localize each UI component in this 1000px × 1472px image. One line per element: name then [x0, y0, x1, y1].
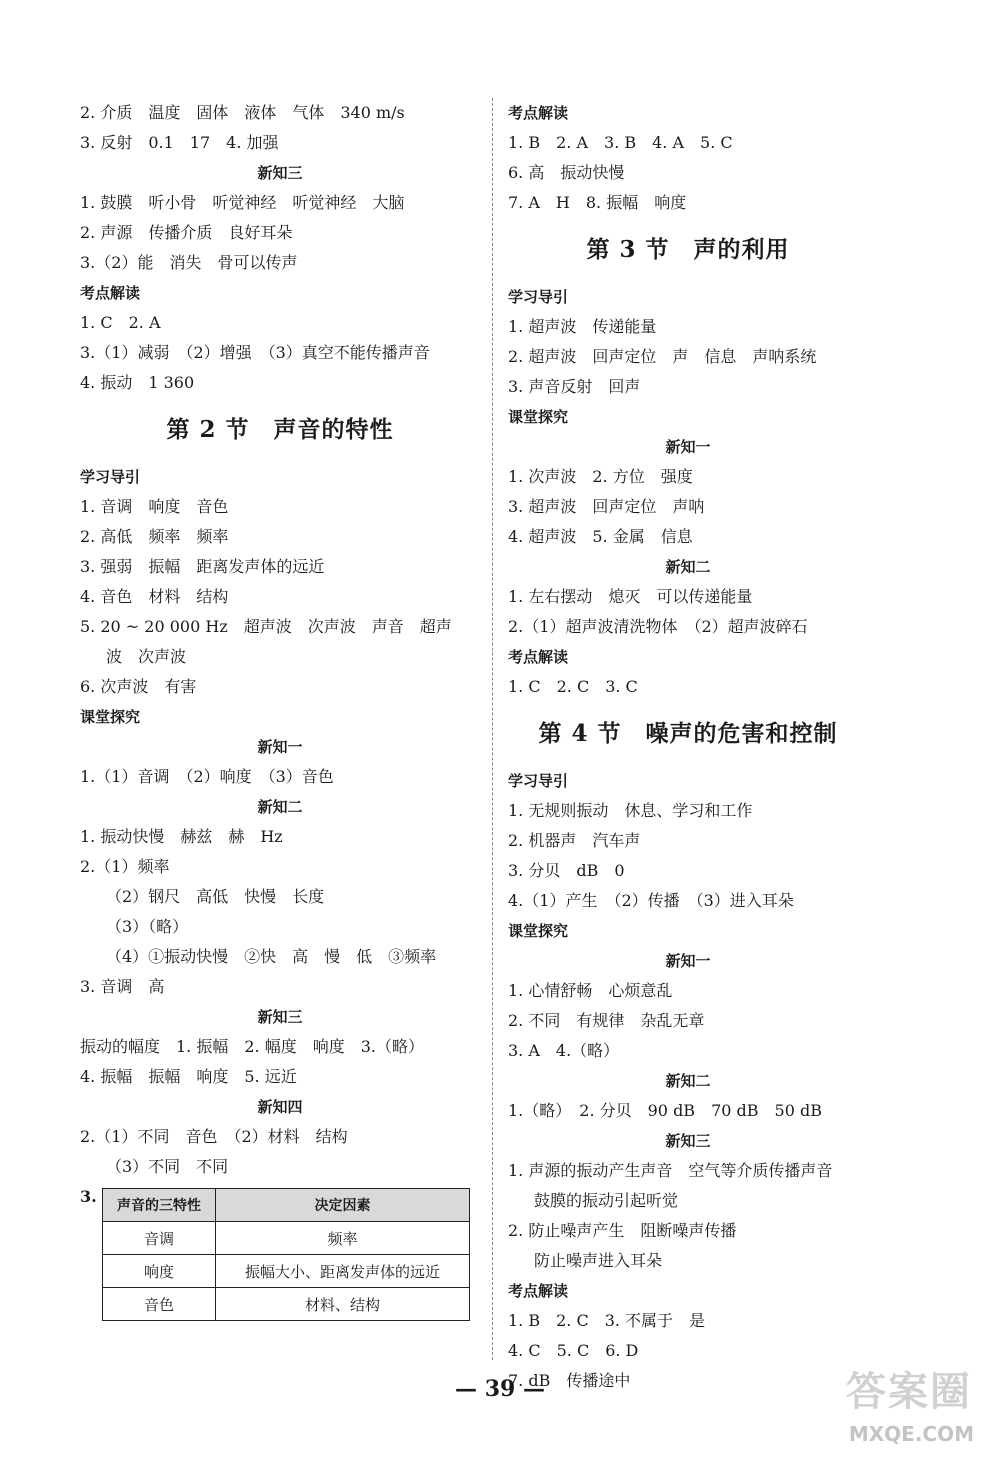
- answer-line: 1.（1）音调 （2）响度 （3）音色: [80, 767, 334, 786]
- answer-line: 2. 声源 传播介质 良好耳朵: [80, 223, 293, 242]
- table-row: [103, 1255, 470, 1288]
- answer-line: 1. C 2. C 3. C: [508, 677, 638, 696]
- answer-line: 7. dB 传播途中: [508, 1371, 631, 1390]
- answer-line: 4. 超声波 5. 金属 信息: [508, 527, 693, 546]
- answer-line: （4）①振动快慢 ②快 高 慢 低 ③频率: [106, 947, 437, 966]
- section-title: 第 4 节 噪声的危害和控制: [538, 720, 838, 747]
- answer-line: 5. 20 ~ 20 000 Hz 超声波 次声波 声音 超声: [80, 617, 452, 636]
- answer-line: 4. 振幅 振幅 响度 5. 远近: [80, 1067, 297, 1086]
- section-title: 第 3 节 声的利用: [586, 236, 790, 263]
- part-label: 学习导引: [80, 468, 141, 486]
- answer-line: 3. 反射 0.1 17 4. 加强: [80, 133, 279, 152]
- answer-line: 6. 高 振动快慢: [508, 163, 625, 182]
- answer-line: 1. 次声波 2. 方位 强度: [508, 467, 693, 486]
- answer-line: 6. 次声波 有害: [80, 677, 197, 696]
- answer-line: 1. 振动快慢 赫兹 赫 Hz: [80, 827, 283, 846]
- subsection-heading: 新知三: [257, 1008, 303, 1026]
- answer-line: 振动的幅度 1. 振幅 2. 幅度 响度 3.（略）: [80, 1037, 424, 1056]
- answer-line: （2）钢尺 高低 快慢 长度: [106, 887, 325, 906]
- table-number: 3.: [80, 1187, 97, 1206]
- answer-line: 3.（2）能 消失 骨可以传声: [80, 253, 298, 272]
- answer-line: 3. 超声波 回声定位 声呐: [508, 497, 705, 516]
- answer-line: 1. 心情舒畅 心烦意乱: [508, 981, 673, 1000]
- part-label: 课堂探究: [508, 922, 569, 940]
- part-label: 考点解读: [80, 284, 141, 302]
- answer-line: 7. A H 8. 振幅 响度: [508, 193, 687, 212]
- subsection-heading: 新知一: [257, 738, 303, 756]
- answer-line: 1. B 2. A 3. B 4. A 5. C: [508, 133, 733, 152]
- section-title: 第 2 节 声音的特性: [166, 416, 394, 443]
- answer-line: 3. A 4.（略）: [508, 1041, 620, 1060]
- table-header-cell: 声音的三特性: [103, 1189, 216, 1222]
- table-row: [103, 1288, 470, 1321]
- watermark-url: MXQE.COM: [848, 1422, 974, 1446]
- table-cell: 响度: [103, 1255, 216, 1288]
- answer-line: 鼓膜的振动引起听觉: [534, 1191, 679, 1210]
- answer-line: 4.（1）产生 （2）传播 （3）进入耳朵: [508, 891, 794, 910]
- table-cell: 音调: [103, 1222, 216, 1255]
- answer-line: 2.（1）超声波清洗物体 （2）超声波碎石: [508, 617, 808, 636]
- answer-line: 4. C 5. C 6. D: [508, 1341, 639, 1360]
- answer-line: 2.（1）频率: [80, 857, 170, 876]
- three-properties-table-block: [80, 1182, 480, 1314]
- answer-line: 1. B 2. C 3. 不属于 是: [508, 1311, 706, 1330]
- subsection-heading: 新知四: [257, 1098, 303, 1116]
- table-header-cell: 决定因素: [216, 1189, 470, 1222]
- answer-line: 2. 机器声 汽车声: [508, 831, 641, 850]
- answer-line: 4. 振动 1 360: [80, 373, 195, 392]
- table-cell: 频率: [216, 1222, 470, 1255]
- answer-line: 1. 无规则振动 休息、学习和工作: [508, 801, 753, 820]
- part-label: 考点解读: [508, 104, 569, 122]
- answer-line: 2.（1）不同 音色 （2）材料 结构: [80, 1127, 348, 1146]
- answer-line: 防止噪声进入耳朵: [534, 1251, 663, 1270]
- part-label: 学习导引: [508, 288, 569, 306]
- answer-line: 3. 分贝 dB 0: [508, 861, 625, 880]
- left-column: [80, 98, 480, 1314]
- answer-line: 3.（1）减弱 （2）增强 （3）真空不能传播声音: [80, 343, 430, 362]
- subsection-heading: 新知三: [257, 164, 303, 182]
- answer-line: 2. 不同 有规律 杂乱无章: [508, 1011, 705, 1030]
- part-label: 考点解读: [508, 648, 569, 666]
- table-cell: 振幅大小、距离发声体的远近: [216, 1255, 470, 1288]
- three-properties-table: [102, 1188, 470, 1321]
- answer-line: 1. 鼓膜 听小骨 听觉神经 听觉神经 大脑: [80, 193, 405, 212]
- watermark-logo: [838, 1360, 978, 1450]
- answer-line: 1.（略） 2. 分贝 90 dB 70 dB 50 dB: [508, 1101, 822, 1120]
- answer-line: （3）不同 不同: [106, 1157, 229, 1176]
- answer-line: 波 次声波: [106, 647, 187, 666]
- answer-line: 2. 介质 温度 固体 液体 气体 340 m/s: [80, 103, 405, 122]
- table-row: [103, 1222, 470, 1255]
- subsection-heading: 新知二: [665, 1072, 711, 1090]
- subsection-heading: 新知二: [257, 798, 303, 816]
- part-label: 考点解读: [508, 1282, 569, 1300]
- table-cell: 音色: [103, 1288, 216, 1321]
- answer-line: 1. 声源的振动产生声音 空气等介质传播声音: [508, 1161, 833, 1180]
- answer-line: 2. 防止噪声产生 阻断噪声传播: [508, 1221, 737, 1240]
- answer-line: 3. 声音反射 回声: [508, 377, 641, 396]
- watermark-text: 答案圈: [846, 1369, 972, 1415]
- answer-line: 3. 强弱 振幅 距离发声体的远近: [80, 557, 325, 576]
- table-header-row: [103, 1189, 470, 1222]
- answer-line: （3）（略）: [106, 917, 189, 936]
- subsection-heading: 新知一: [665, 438, 711, 456]
- answer-line: 3. 音调 高: [80, 977, 165, 996]
- answer-line: 2. 超声波 回声定位 声 信息 声呐系统: [508, 347, 817, 366]
- right-column: [508, 98, 868, 1396]
- answer-line: 1. 左右摆动 熄灭 可以传递能量: [508, 587, 753, 606]
- part-label: 课堂探究: [508, 408, 569, 426]
- subsection-heading: 新知一: [665, 952, 711, 970]
- part-label: 课堂探究: [80, 708, 141, 726]
- table-cell: 材料、结构: [216, 1288, 470, 1321]
- answer-line: 1. 超声波 传递能量: [508, 317, 657, 336]
- part-label: 学习导引: [508, 772, 569, 790]
- answer-line: 2. 高低 频率 频率: [80, 527, 229, 546]
- column-divider: [492, 98, 493, 1360]
- answer-line: 1. C 2. A: [80, 313, 161, 332]
- page-number: — 39 —: [455, 1376, 545, 1402]
- subsection-heading: 新知二: [665, 558, 711, 576]
- subsection-heading: 新知三: [665, 1132, 711, 1150]
- answer-line: 1. 音调 响度 音色: [80, 497, 229, 516]
- answer-line: 4. 音色 材料 结构: [80, 587, 229, 606]
